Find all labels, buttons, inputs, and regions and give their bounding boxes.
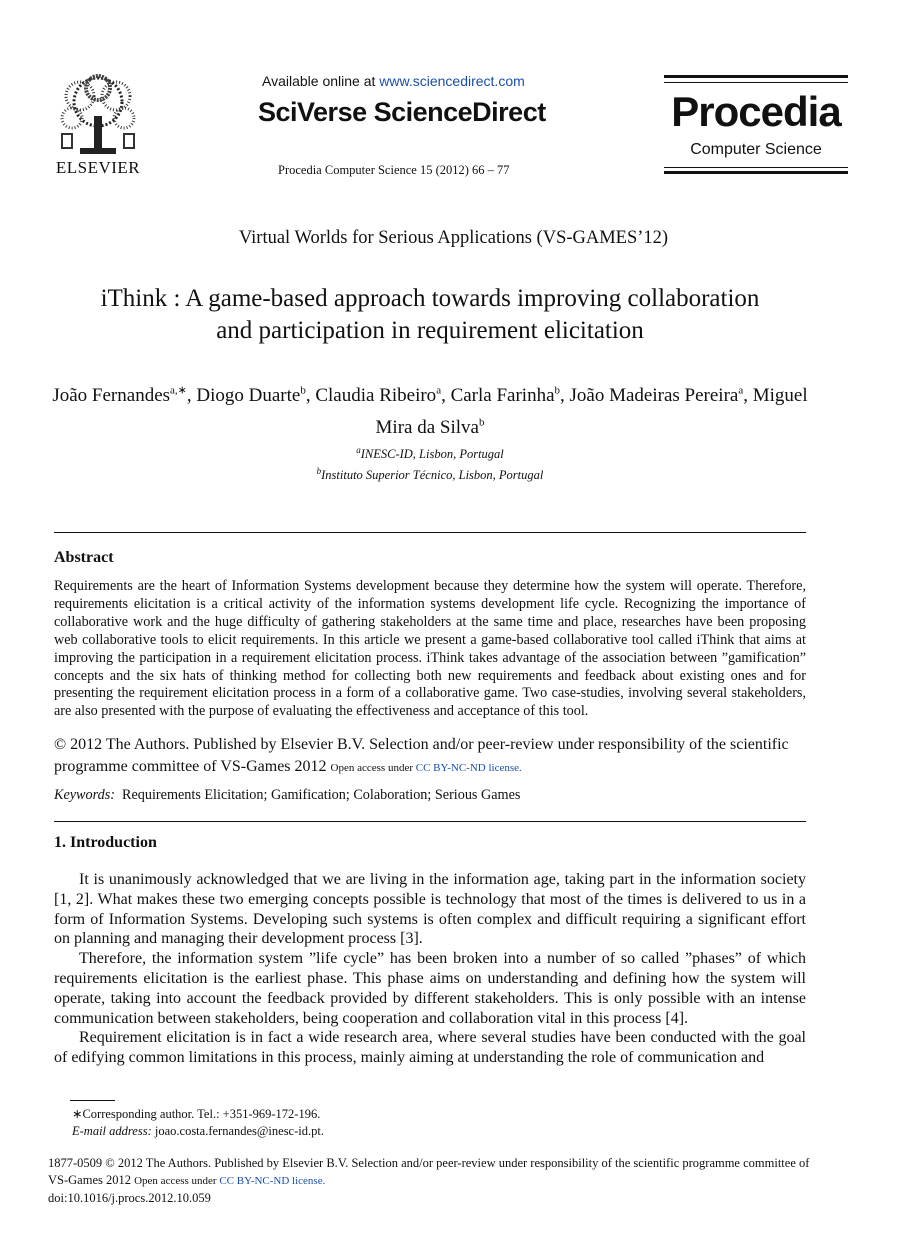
section-heading-introduction: 1. Introduction — [54, 834, 157, 851]
procedia-logo — [664, 75, 848, 175]
paragraph: It is unanimously acknowledged that we are living in the information age, taking part in the information society [1, 2]. What makes these two emerging concepts possible is technology that most of the times is delivered to us in a form of Information Systems. Developing such systems is often complex and difficult requiring a significant effort on planning and managing their development process [3]. — [54, 871, 806, 948]
publisher-name: ELSEVIER — [55, 158, 141, 177]
introduction-body — [54, 870, 806, 1068]
author: Claudia Ribeiro$^a$, — [315, 385, 451, 407]
abstract-heading: Abstract — [54, 549, 114, 566]
footer-license: VS-Games 2012 Open access under CC BY-NC-ND license. — [48, 1173, 326, 1187]
procedia-logo-name: Procedia — [671, 88, 841, 135]
available-online-label: Available online at — [262, 73, 380, 89]
divider — [54, 821, 806, 822]
copyright-statement: © 2012 The Authors. Published by Elsevier B.V. Selection and/or peer-review under responsibility of the scientific programme committee of VS-Games 2012 Open access under CC BY-NC-ND license. — [54, 736, 789, 775]
open-access-label: Open access under — [330, 762, 416, 774]
title-line-2: and participation in requirement elicitation — [216, 317, 644, 344]
sciencedirect-link[interactable]: www.sciencedirect.com — [379, 73, 525, 89]
corresponding-author-note: ∗Corresponding author. Tel.: +351-969-172-196. — [72, 1107, 321, 1121]
abstract-text: Requirements are the heart of Information Systems development because they determine how the system will operate. Therefore, requirements elicitation is a critical activity of the information systems development life cycle. Recognizing the importance of collaborative work and the huge difficulty of gathering stakeholders at the same time and place, researches have been proposing web collaborative tools to elicit requirements. In this article we present a game-based collaborative tool called iThink that aims at improving the participation in a requirement elicitation process. iThink takes advantage of the association between ”gamification” concepts and the six hats of thinking method for collecting both new requirements and feedback about existing ones and for presenting the requirement elicitation process in a form of a collaborative game. Two case-studies, involving several stakeholders, are also presented with the purpose of evaluating the effectiveness and acceptance of this tool. — [54, 578, 806, 720]
author: Miguel Mira da Silva$^b$ — [375, 385, 808, 438]
conference-name: Virtual Worlds for Serious Applications (VS-GAMES’12) — [238, 228, 669, 248]
author: Diogo Duarte$^b$, — [196, 385, 316, 407]
keywords-list: Requirements Elicitation; Gamification; Colaboration; Serious Games — [122, 787, 521, 803]
license-link[interactable]: CC BY-NC-ND license. — [415, 762, 522, 774]
paragraph: Therefore, the information system ”life cycle” has been broken into a number of so called ”phases” of which requirements elicitation is the earliest phase. This phase aims on understanding and defining how the system will operate, taking into account the feedback provided by different stakeholders. This is only possible with an intense communication between stakeholders, being cooperation and collaboration vital in this process [4]. — [54, 950, 806, 1027]
doi: doi:10.1016/j.procs.2012.10.059 — [48, 1191, 211, 1205]
email-note: E-mail address: joao.costa.fernandes@inesc-id.pt. — [72, 1124, 324, 1138]
author-list — [40, 378, 820, 441]
author: João Fernandes$^{a,∗}$, — [52, 385, 197, 407]
affiliation-a: $^a$INESC-ID, Lisbon, Portugal — [356, 445, 504, 462]
paragraph: Requirement elicitation is in fact a wide research area, where several studies have been conducted with the goal of edifying common limitations in this process, mainly aiming at understanding the role of communication and — [54, 1029, 806, 1067]
divider — [54, 532, 806, 533]
author: João Madeiras Pereira$^a$, — [569, 385, 753, 407]
page-footer — [48, 1155, 863, 1207]
platform-logo: SciVerse ScienceDirect — [258, 97, 546, 127]
footnote-rule — [70, 1100, 115, 1101]
affiliation-b: $^b$Instituto Superior Técnico, Lisbon, Portugal — [316, 466, 544, 483]
keywords — [54, 787, 520, 804]
journal-reference: Procedia Computer Science 15 (2012) 66 – 77 — [278, 163, 510, 177]
footnotes — [72, 1106, 324, 1140]
affiliations — [0, 442, 860, 484]
title-line-1: iThink : A game-based approach towards improving collaboration — [100, 285, 760, 312]
author: Carla Farinha$^b$, — [450, 385, 570, 407]
footer-license-link[interactable]: CC BY-NC-ND license. — [219, 1175, 326, 1187]
footer-copyright: 1877-0509 © 2012 The Authors. Published by Elsevier B.V. Selection and/or peer-review under responsibility of the scientific programme committee of — [48, 1156, 810, 1170]
available-online — [262, 73, 525, 89]
paper-title — [30, 283, 830, 347]
keywords-label: Keywords: — [54, 787, 115, 803]
procedia-logo-sub: Computer Science — [690, 141, 822, 158]
